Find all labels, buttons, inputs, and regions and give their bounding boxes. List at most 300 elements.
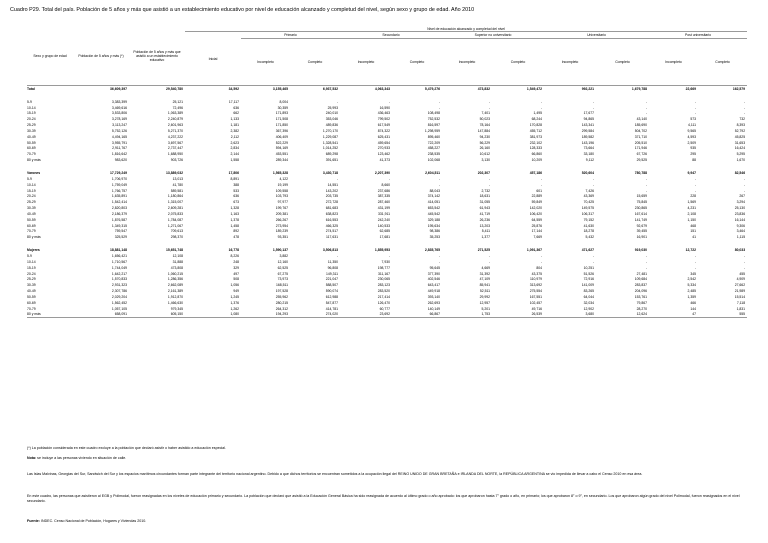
table-cell: 62,525 bbox=[277, 265, 288, 270]
table-cell: 9,112 bbox=[585, 158, 594, 163]
table-cell: - bbox=[438, 176, 440, 181]
table-cell: 64,559 bbox=[531, 217, 542, 222]
table-cell: 522,229 bbox=[275, 140, 288, 145]
row-label: 30-39 bbox=[27, 128, 36, 133]
table-cell: 43,375 bbox=[531, 271, 542, 276]
table-cell: 12,722 bbox=[685, 248, 696, 253]
row-label: 60-69 bbox=[27, 300, 36, 305]
table-cell: 109,558 bbox=[275, 188, 288, 193]
row-label: 40-49 bbox=[27, 134, 36, 139]
table-cell: 272,728 bbox=[325, 200, 338, 205]
table-cell: 108,498 bbox=[427, 111, 440, 116]
table-cell: 979,345 bbox=[170, 306, 183, 311]
table-cell: 1,688,950 bbox=[167, 152, 183, 157]
table-cell: 1,855,953 bbox=[374, 248, 390, 253]
table-cell: 625,431 bbox=[377, 134, 390, 139]
header-level-superior-no-univ: Superior no universitario bbox=[442, 32, 544, 39]
table-cell: 64,044 bbox=[583, 294, 594, 299]
table-cell: 10,251 bbox=[583, 265, 594, 270]
table-cell: 33,180 bbox=[583, 152, 594, 157]
table-cell: - bbox=[743, 105, 746, 110]
row-label: 40-49 bbox=[27, 211, 36, 216]
table-cell: 381,973 bbox=[529, 134, 542, 139]
table-cell: 331,911 bbox=[377, 211, 390, 216]
table-cell: 228 bbox=[690, 194, 696, 199]
data-table bbox=[27, 27, 747, 318]
table-cell: 142,020 bbox=[529, 206, 542, 211]
table-cell: 141,749 bbox=[634, 217, 647, 222]
table-cell: 590,074 bbox=[325, 289, 338, 294]
table-cell bbox=[596, 240, 649, 247]
table-cell: 75,845 bbox=[636, 200, 647, 205]
note-source bbox=[27, 519, 146, 524]
header-completo: Completo bbox=[290, 39, 340, 86]
table-cell: 8,891 bbox=[230, 176, 239, 181]
table-cell: 1,349,315 bbox=[111, 223, 127, 228]
table-cell: 73,664 bbox=[583, 146, 594, 151]
table-cell: 2,382 bbox=[230, 128, 239, 133]
table-cell: 1,091,367 bbox=[526, 248, 542, 253]
table-cell: 102,457 bbox=[529, 300, 542, 305]
table-cell: 5,201 bbox=[481, 306, 490, 311]
table-cell: 3,130 bbox=[481, 158, 490, 163]
table-cell: - bbox=[388, 99, 390, 104]
table-cell: 3,697,567 bbox=[167, 140, 183, 145]
header-level-post-universitario: Post universitario bbox=[649, 32, 747, 39]
table-cell: 547,877 bbox=[325, 300, 338, 305]
table-cell: 455,712 bbox=[529, 128, 542, 133]
table-cell: 453,551 bbox=[275, 152, 288, 157]
table-cell: 1,270,170 bbox=[322, 128, 338, 133]
table-cell: 3,533,806 bbox=[111, 111, 127, 116]
row-label: 80 y más bbox=[27, 235, 41, 240]
table-cell: 9,947 bbox=[687, 171, 696, 175]
spacer-row bbox=[27, 163, 747, 170]
table-cell: - bbox=[488, 99, 490, 104]
table-cell: - bbox=[592, 253, 594, 258]
table-cell: 759,547 bbox=[114, 229, 127, 234]
table-cell: 67,275 bbox=[277, 271, 288, 276]
table-cell: 295 bbox=[690, 152, 696, 157]
table-cell bbox=[340, 163, 392, 170]
table-cell: 248 bbox=[233, 259, 239, 264]
table-cell: 5,479,276 bbox=[424, 86, 440, 91]
table-cell: 605,150 bbox=[129, 312, 185, 318]
table-cell: 162,579 bbox=[732, 86, 746, 91]
table-cell: 106,420 bbox=[529, 211, 542, 216]
table-cell: 1,376 bbox=[230, 300, 239, 305]
table-cell: 1,590,137 bbox=[272, 248, 288, 253]
table-cell: 455 bbox=[739, 271, 746, 276]
table-cell: 19,199 bbox=[277, 182, 288, 187]
table-cell: - bbox=[743, 182, 746, 187]
table-cell: 60,777 bbox=[379, 306, 390, 311]
table-cell: 80,033 bbox=[734, 248, 746, 253]
table-cell: 732 bbox=[739, 117, 746, 122]
table-cell: 374,142 bbox=[427, 194, 440, 199]
table-cell bbox=[290, 240, 340, 247]
table-cell: - bbox=[488, 253, 490, 258]
table-cell: 32,034 bbox=[583, 300, 594, 305]
table-cell: 35,253 bbox=[429, 235, 440, 240]
table-cell: 1,570,833 bbox=[111, 277, 127, 282]
table-cell: 1,286,356 bbox=[167, 277, 183, 282]
table-cell: 103,793 bbox=[275, 194, 288, 199]
table-cell: 573 bbox=[690, 117, 696, 122]
table-cell: - bbox=[388, 176, 390, 181]
table-cell: 601 bbox=[536, 188, 542, 193]
table-cell: 1,180,864 bbox=[167, 194, 183, 199]
table-cell: 28,270 bbox=[636, 306, 647, 311]
table-cell: 168,511 bbox=[275, 283, 288, 288]
table-cell: 171,508 bbox=[275, 117, 288, 122]
table-cell: 1,271,067 bbox=[167, 223, 183, 228]
table-cell: 31,653 bbox=[734, 140, 746, 145]
table-cell: 457,186 bbox=[529, 171, 542, 175]
table-cell: 588,507 bbox=[325, 283, 338, 288]
table-cell: 1,784,087 bbox=[167, 217, 183, 222]
table-cell: - bbox=[645, 182, 647, 187]
table-cell: 431,199 bbox=[377, 206, 390, 211]
row-label: 80 y más bbox=[27, 158, 41, 163]
table-cell: 436,463 bbox=[377, 111, 390, 116]
table-cell bbox=[596, 92, 649, 99]
table-cell: 1,679,788 bbox=[631, 86, 647, 91]
table-cell: - bbox=[388, 253, 390, 258]
table-cell: 1,569 bbox=[687, 200, 696, 205]
table-cell: 240,010 bbox=[325, 111, 338, 116]
table-cell: 73,973 bbox=[277, 277, 288, 282]
table-cell: 1,080 bbox=[185, 312, 241, 318]
table-cell: 110,979 bbox=[529, 277, 542, 282]
table-cell: - bbox=[694, 105, 696, 110]
table-cell: 22,889 bbox=[531, 194, 542, 199]
header-incompleto: Incompleto bbox=[241, 39, 290, 86]
table-cell: 3,155,465 bbox=[272, 86, 288, 91]
row-label: 25-29 bbox=[27, 200, 36, 205]
table-cell: 1,766,757 bbox=[111, 188, 127, 193]
table-cell: 11,350 bbox=[327, 259, 338, 264]
table-cell: 1,229,087 bbox=[322, 134, 338, 139]
table-cell: 2,662,089 bbox=[167, 283, 183, 288]
table-cell bbox=[698, 240, 747, 247]
table-cell: 653,542 bbox=[427, 206, 440, 211]
table-cell: 2,732 bbox=[481, 188, 490, 193]
table-cell: 18,631 bbox=[479, 194, 490, 199]
table-cell: 23,836 bbox=[734, 211, 746, 216]
table-cell: 4,111 bbox=[688, 123, 696, 128]
table-cell: 1,014,252 bbox=[322, 146, 338, 151]
table-cell: 5,411 bbox=[481, 229, 490, 234]
table-cell: 1,562,452 bbox=[111, 300, 127, 305]
table-cell: 52,511 bbox=[479, 289, 490, 294]
table-cell: 10,612 bbox=[479, 152, 490, 157]
table-cell: 141,009 bbox=[581, 283, 594, 288]
table-cell: 106,317 bbox=[581, 211, 594, 216]
table-cell: 1,565,328 bbox=[272, 171, 288, 175]
table-cell bbox=[492, 92, 544, 99]
table-cell: 149,575 bbox=[581, 206, 594, 211]
table-cell: 2,112 bbox=[230, 134, 239, 139]
row-label: 50-59 bbox=[27, 294, 36, 299]
table-cell: - bbox=[540, 253, 542, 258]
table-cell: 345 bbox=[690, 271, 696, 276]
table-cell: 804 bbox=[536, 265, 542, 270]
table-cell: 66,867 bbox=[392, 312, 442, 318]
table-cell bbox=[442, 163, 492, 170]
table-cell: 3,882 bbox=[279, 253, 288, 258]
table-cell: - bbox=[645, 105, 647, 110]
table-cell: - bbox=[743, 176, 746, 181]
table-cell: 271,525 bbox=[477, 248, 490, 253]
table-cell: 983,620 bbox=[114, 158, 127, 163]
table-cell: 1,163 bbox=[230, 211, 239, 216]
table-cell: 189,239 bbox=[275, 229, 288, 234]
table-cell: 949 bbox=[233, 289, 239, 294]
table-cell: 1,466,630 bbox=[167, 300, 183, 305]
table-cell: 117,631 bbox=[325, 235, 338, 240]
table-cell: 273,954 bbox=[275, 223, 288, 228]
table-cell: 311,167 bbox=[377, 271, 390, 276]
table-cell: 5,295 bbox=[736, 152, 746, 157]
row-label: 70-79 bbox=[27, 152, 36, 157]
table-cell: 2,207,390 bbox=[374, 171, 390, 175]
table-cell: 594,169 bbox=[275, 146, 288, 151]
table-cell: 9,306 bbox=[736, 223, 746, 228]
table-cell: 26,236 bbox=[479, 217, 490, 222]
table-cell: 56,229 bbox=[479, 140, 490, 145]
table-cell: 197,528 bbox=[275, 289, 288, 294]
table-cell bbox=[392, 240, 442, 247]
source-text: INDEC. Censo Nacional de Población, Hogares y Viviendas 2010. bbox=[39, 519, 147, 523]
table-cell: 508 bbox=[233, 277, 239, 282]
table-cell: - bbox=[336, 253, 338, 258]
table-cell bbox=[241, 163, 290, 170]
table-cell: - bbox=[694, 259, 696, 264]
table-cell: - bbox=[438, 259, 440, 264]
table-cell: 1,670 bbox=[736, 158, 746, 163]
spacer-row bbox=[27, 240, 747, 247]
table-cell: 497 bbox=[233, 271, 239, 276]
table-cell: - bbox=[540, 182, 542, 187]
table-cell: - bbox=[592, 99, 594, 104]
table-cell: 1,060,215 bbox=[167, 271, 183, 276]
table-cell bbox=[340, 92, 392, 99]
note-malvinas: Las Islas Malvinas, Georgias del Sur, Sandwich del Sur y los espacios marítimos circundantes forman parte integrante del territorio nacional argentino. Debido a que dichos territorios se encuentran sometidos a la ocupación ilegal del REINO UNIDO DE GRAN BRETAÑA e IRLANDA DEL NORTE, la REPÚBLICA ARGENTINA se vio impedida de llevar a cabo el Censo 2010 en esa área. bbox=[27, 472, 643, 476]
table-cell: 221,047 bbox=[325, 277, 338, 282]
table-cell: 95,645 bbox=[429, 265, 440, 270]
table-cell: 636 bbox=[233, 105, 239, 110]
row-label bbox=[27, 163, 73, 170]
table-body bbox=[27, 86, 747, 318]
table-cell bbox=[73, 240, 129, 247]
table-cell: 414,781 bbox=[325, 306, 338, 311]
table-cell: 43,140 bbox=[636, 117, 647, 122]
row-label bbox=[27, 92, 73, 99]
table-cell: 1,558 bbox=[230, 158, 239, 163]
table-cell: - bbox=[438, 105, 440, 110]
table-cell: 25,876 bbox=[531, 223, 542, 228]
table-cell: 13,013 bbox=[172, 176, 183, 181]
table-cell: 17,806 bbox=[228, 171, 239, 175]
table-cell: 504,702 bbox=[634, 128, 647, 133]
table-cell: 16,424 bbox=[734, 146, 746, 151]
table-cell: 140,533 bbox=[377, 223, 390, 228]
row-label: 5-9 bbox=[27, 176, 32, 181]
table-cell: 555 bbox=[698, 312, 747, 318]
table-cell bbox=[129, 92, 185, 99]
row-label: 70-79 bbox=[27, 306, 36, 311]
table-cell: 198,777 bbox=[377, 265, 390, 270]
table-cell: 2,509 bbox=[687, 140, 696, 145]
row-label: 15-19 bbox=[27, 188, 36, 193]
table-cell: 709,613 bbox=[170, 229, 183, 234]
table-cell: 167,614 bbox=[634, 211, 647, 216]
table-cell bbox=[649, 92, 698, 99]
table-cell: 3,294 bbox=[736, 200, 746, 205]
table-cell: 29,525 bbox=[636, 158, 647, 163]
table-cell: 2,737,447 bbox=[167, 146, 183, 151]
table-cell: 636 bbox=[233, 194, 239, 199]
table-cell: - bbox=[694, 265, 696, 270]
row-label: 20-24 bbox=[27, 117, 36, 122]
row-label: 15-19 bbox=[27, 111, 36, 116]
table-cell: 31,055 bbox=[479, 200, 490, 205]
table-cell: 43,369 bbox=[583, 194, 594, 199]
table-cell: - bbox=[592, 176, 594, 181]
table-cell: 189,582 bbox=[581, 134, 594, 139]
table-cell bbox=[241, 92, 290, 99]
table-cell: 473,832 bbox=[477, 86, 490, 91]
table-cell: 12,624 bbox=[596, 312, 649, 318]
table-cell: 17,677 bbox=[583, 111, 594, 116]
table-cell: 2,075,833 bbox=[167, 211, 183, 216]
table-cell: 7,401 bbox=[481, 111, 490, 116]
table-cell: 255,962 bbox=[275, 294, 288, 299]
table-cell: 1,549,472 bbox=[526, 86, 542, 91]
row-label: 25-29 bbox=[27, 123, 36, 128]
table-cell bbox=[185, 92, 241, 99]
table-cell: 27,662 bbox=[734, 283, 746, 288]
table-cell: - bbox=[645, 188, 647, 193]
table-cell: 1,656,421 bbox=[111, 253, 127, 258]
table-cell: 10,209 bbox=[531, 158, 542, 163]
table-cell: 25,121 bbox=[172, 99, 183, 104]
row-label: 30-39 bbox=[27, 283, 36, 288]
table-cell: 371,710 bbox=[634, 134, 647, 139]
table-cell: 217,414 bbox=[377, 294, 390, 299]
table-cell: 8,226 bbox=[230, 253, 239, 258]
table-cell: 17,681 bbox=[379, 235, 390, 240]
table-cell: 205,510 bbox=[634, 140, 647, 145]
table-cell: - bbox=[645, 99, 647, 104]
table-cell: 170,828 bbox=[529, 123, 542, 128]
table-cell: 2,307,786 bbox=[111, 289, 127, 294]
table-cell: 199,767 bbox=[275, 206, 288, 211]
table-cell: 4,669 bbox=[481, 265, 490, 270]
table-cell: 2,834 bbox=[230, 146, 239, 151]
table-cell: 4,237,222 bbox=[167, 134, 183, 139]
table-cell: - bbox=[438, 99, 440, 104]
source-label: Fuente: bbox=[27, 519, 40, 523]
table-cell: 59,849 bbox=[531, 200, 542, 205]
table-cell: 209,381 bbox=[275, 211, 288, 216]
table-cell: 2,609,281 bbox=[167, 206, 183, 211]
table-cell: 283,837 bbox=[634, 283, 647, 288]
table-cell: 50,023 bbox=[479, 117, 490, 122]
table-cell bbox=[290, 92, 340, 99]
table-cell: - bbox=[336, 99, 338, 104]
table-cell: 1,816,642 bbox=[111, 152, 127, 157]
table-cell: 16,590 bbox=[379, 105, 390, 110]
row-label: 10-14 bbox=[27, 259, 36, 264]
table-cell: 36,609,397 bbox=[110, 86, 127, 91]
table-cell: 123,462 bbox=[377, 152, 390, 157]
table-cell: 1,328,541 bbox=[322, 140, 338, 145]
row-label: 20-24 bbox=[27, 271, 36, 276]
table-cell: 61,943 bbox=[479, 206, 490, 211]
table-cell: 1,133 bbox=[230, 117, 239, 122]
table-cell: 1,458 bbox=[230, 223, 239, 228]
table-cell: 68,244 bbox=[531, 117, 542, 122]
header-level-primario: Primario bbox=[241, 32, 340, 39]
table-cell: 414,051 bbox=[427, 200, 440, 205]
table-cell: 3,430,718 bbox=[322, 171, 338, 175]
table-cell: - bbox=[645, 253, 647, 258]
table-cell: 47,109 bbox=[479, 277, 490, 282]
table-cell: 466 bbox=[690, 300, 696, 305]
table-cell bbox=[185, 240, 241, 247]
table-cell: 262,693 bbox=[427, 300, 440, 305]
table-cell: 7,930 bbox=[381, 259, 390, 264]
row-label: 5-9 bbox=[27, 99, 32, 104]
table-cell: 283,520 bbox=[377, 289, 390, 294]
table-cell: 1,315,007 bbox=[167, 200, 183, 205]
table-cell: 658,091 bbox=[73, 312, 129, 318]
table-cell: 15,659 bbox=[636, 194, 647, 199]
table-cell: 29,992 bbox=[479, 294, 490, 299]
table-cell bbox=[73, 163, 129, 170]
table-cell: 9,565 bbox=[687, 128, 696, 133]
table-cell: 919,030 bbox=[634, 248, 647, 253]
table-cell: 13,889,032 bbox=[166, 171, 183, 175]
table-cell: 51,526 bbox=[583, 271, 594, 276]
table-cell: 895,460 bbox=[427, 134, 440, 139]
table-cell: 41,373 bbox=[379, 158, 390, 163]
table-cell: 274,517 bbox=[325, 229, 338, 234]
table-cell: 171,850 bbox=[275, 123, 288, 128]
table-cell: 377,390 bbox=[427, 271, 440, 276]
table-cell: 230,065 bbox=[377, 277, 390, 282]
table-cell: 2,601,963 bbox=[167, 123, 183, 128]
table-cell bbox=[492, 163, 544, 170]
table-cell: 7,426 bbox=[585, 188, 594, 193]
table-cell: 353,046 bbox=[325, 117, 338, 122]
table-cell: 1,115 bbox=[736, 235, 746, 240]
table-cell: 171,946 bbox=[634, 146, 647, 151]
table-cell: 49,716 bbox=[531, 306, 542, 311]
table-cell bbox=[392, 163, 442, 170]
row-label: 60-69 bbox=[27, 146, 36, 151]
table-cell: 1,495 bbox=[533, 111, 542, 116]
table-cell: 144 bbox=[690, 306, 696, 311]
table-cell: 31,392 bbox=[479, 271, 490, 276]
table-cell: 391,651 bbox=[325, 158, 338, 163]
table-cell: 892 bbox=[233, 229, 239, 234]
table-cell: 1,377 bbox=[481, 235, 490, 240]
table-cell: 2,542 bbox=[687, 277, 696, 282]
table-cell: 1,328 bbox=[230, 206, 239, 211]
